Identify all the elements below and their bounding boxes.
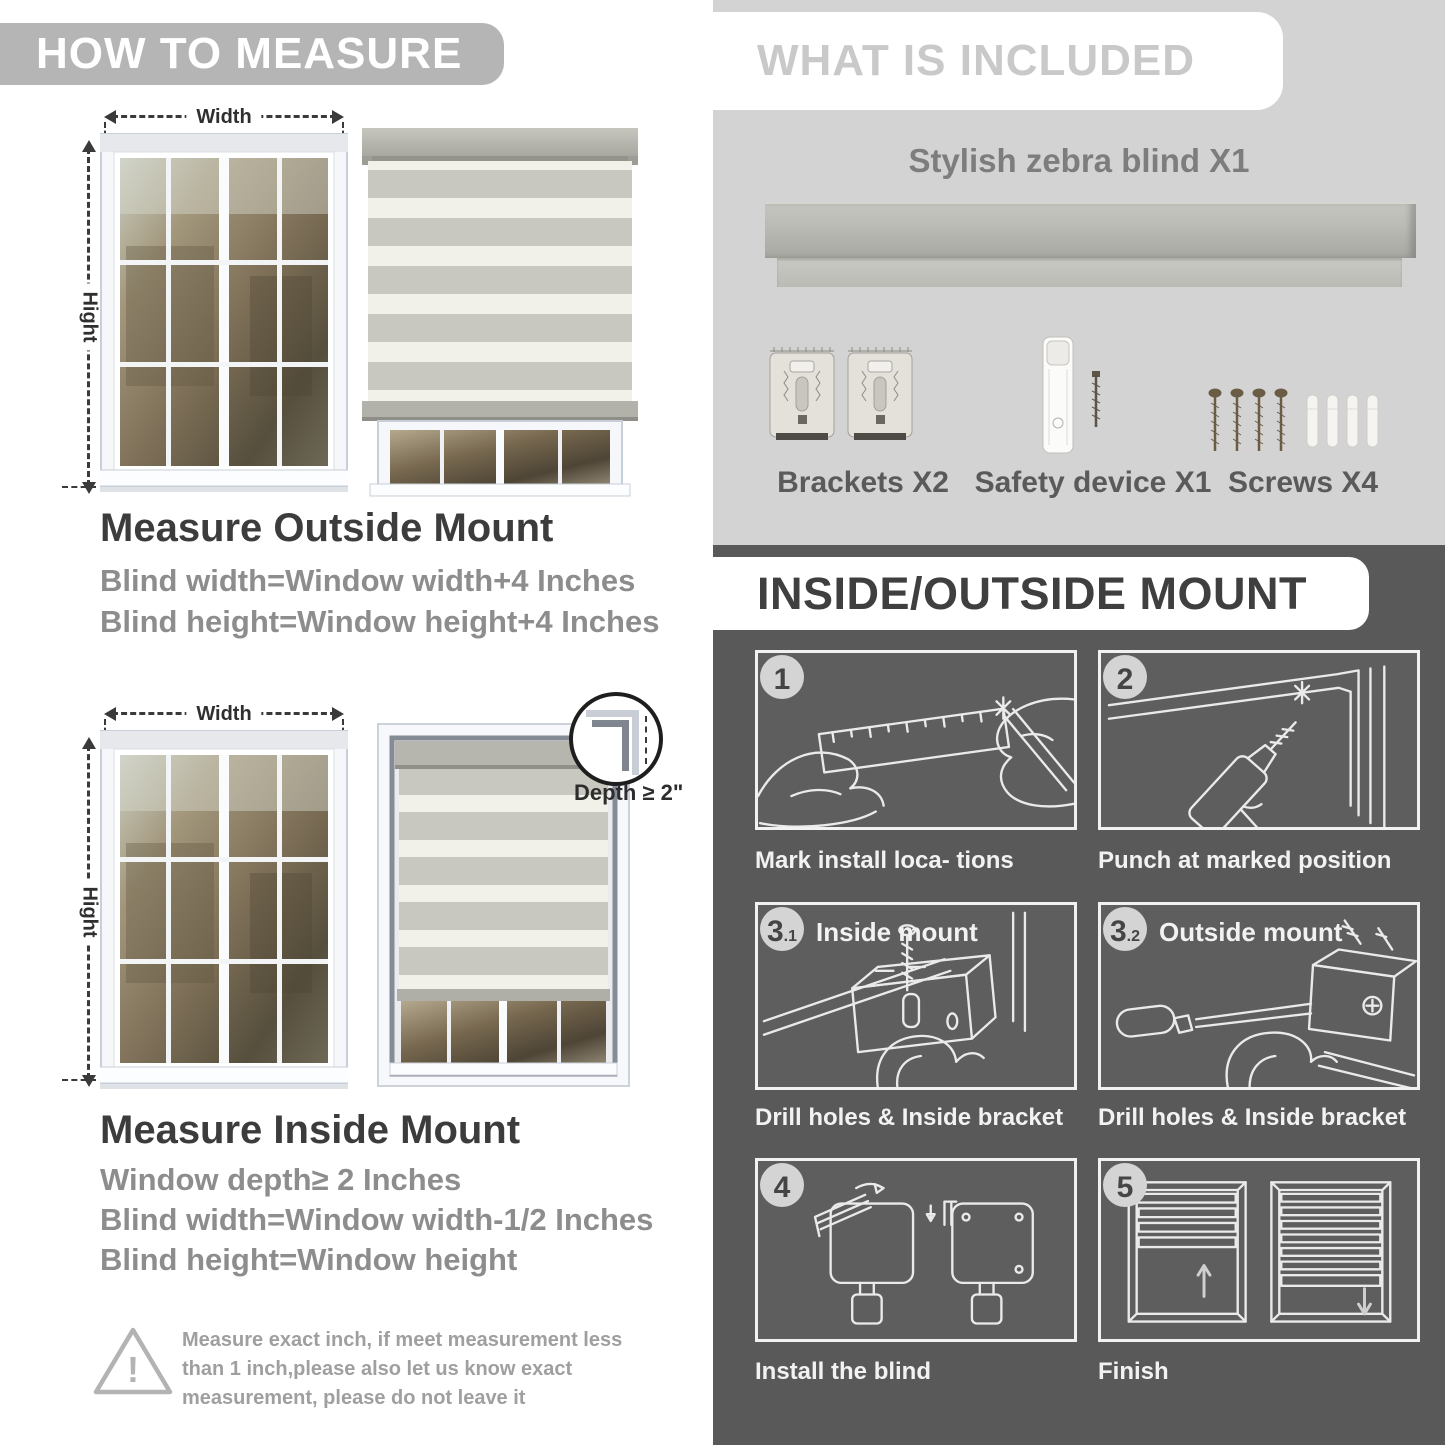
outside-height-formula: Blind height=Window height+4 Inches [100, 604, 660, 639]
step-5-caption: Finish [1098, 1358, 1169, 1385]
inside-height-formula: Blind height=Window height [100, 1242, 518, 1277]
step-panel-4 [755, 1158, 1077, 1342]
outside-mount-title: Measure Outside Mount [100, 506, 554, 550]
measurement-warning-text: Measure exact inch, if meet measurement less than 1 inch,please also let us know exact measurement, please do not leave it [182, 1329, 623, 1409]
finish-illustration [1101, 1161, 1417, 1339]
step-3-1-caption: Drill holes & Inside bracket [755, 1104, 1064, 1131]
safety-device-icon [1043, 337, 1100, 453]
inside-outside-mount-banner [713, 557, 1369, 630]
depth-dashed-line [645, 716, 647, 764]
step-4-caption: Install the blind [755, 1358, 932, 1385]
inside-outside-mount-title: INSIDE/OUTSIDE MOUNT [757, 567, 1308, 619]
step-panel-5 [1098, 1158, 1420, 1342]
what-is-included-banner [713, 12, 1283, 110]
inside-mount-title: Measure Inside Mount [100, 1108, 521, 1152]
zebra-blind-illustration-outside [362, 122, 638, 502]
inside-outside-mount-section [713, 545, 1445, 1445]
drill-position-illustration [1101, 653, 1417, 827]
arrowhead-down-icon [82, 482, 96, 494]
step-number-badge: 3 .2 [1103, 907, 1147, 951]
arrowhead-down-icon [82, 1075, 96, 1087]
arrowhead-up-icon [82, 737, 96, 749]
magnified-recess-corner [592, 720, 629, 771]
how-to-measure-title: HOW TO MEASURE [36, 29, 463, 78]
step-panel-2 [1098, 650, 1420, 830]
how-to-measure-banner [0, 23, 504, 85]
height-label: Hight [74, 878, 105, 945]
step-number-badge: 1 [760, 655, 804, 699]
blind-cassette-image [765, 202, 1416, 258]
outside-width-formula: Blind width=Window width+4 Inches [100, 563, 636, 598]
depth-label: Depth ≥ 2" [574, 780, 684, 805]
inside-width-formula: Blind width=Window width-1/2 Inches [100, 1202, 654, 1237]
window-illustration-outside [100, 126, 348, 498]
step-number-badge: 3 .1 [760, 907, 804, 951]
step-panel-1 [755, 650, 1077, 830]
exclamation-mark: ! [127, 1349, 139, 1390]
brackets-icon [770, 347, 912, 440]
step-2-caption: Punch at marked position [1098, 847, 1392, 874]
height-arrow-inside [78, 737, 100, 1087]
screws-label: Screws X4 [1227, 466, 1379, 499]
extension-tick [62, 1079, 96, 1081]
screws-icon [1209, 389, 1378, 451]
arrowhead-up-icon [82, 140, 96, 152]
width-arrow-outside [104, 106, 344, 128]
what-is-included-section [713, 0, 1445, 545]
right-column [713, 0, 1445, 1445]
mark-locations-illustration [758, 653, 1074, 827]
inside-mount-label: Inside mount [816, 917, 978, 947]
install-blind-illustration [758, 1161, 1074, 1339]
width-arrow-inside [104, 703, 344, 725]
height-arrow-outside [78, 140, 100, 494]
height-label: Hight [74, 283, 105, 350]
outside-mount-label: Outside mount [1159, 917, 1343, 947]
step-number-badge: 5 [1103, 1163, 1147, 1207]
width-label: Width [186, 703, 261, 726]
depth-magnifier [569, 692, 663, 786]
step-number-badge: 2 [1103, 655, 1147, 699]
blind-item-title: Stylish zebra blind X1 [908, 142, 1250, 179]
extension-tick [62, 486, 96, 488]
brackets-label: Brackets X2 [777, 466, 949, 499]
safety-device-label: Safety device X1 [974, 466, 1212, 499]
warning-triangle-icon [90, 1320, 176, 1402]
width-label: Width [186, 106, 261, 129]
step-1-caption: Mark install loca- tions [755, 847, 1014, 874]
step-panel-3-1 [755, 902, 1077, 1090]
what-is-included-title: WHAT IS INCLUDED [757, 36, 1196, 85]
step-3-2-caption: Drill holes & Inside bracket [1098, 1104, 1407, 1131]
window-illustration-inside [100, 723, 348, 1095]
step-panel-3-2 [1098, 902, 1420, 1090]
inside-depth-formula: Window depth≥ 2 Inches [100, 1162, 462, 1197]
included-hardware-illustrations [755, 335, 1430, 465]
blind-cassette-bottom-rail-image [777, 258, 1402, 287]
step-number-badge: 4 [760, 1163, 804, 1207]
